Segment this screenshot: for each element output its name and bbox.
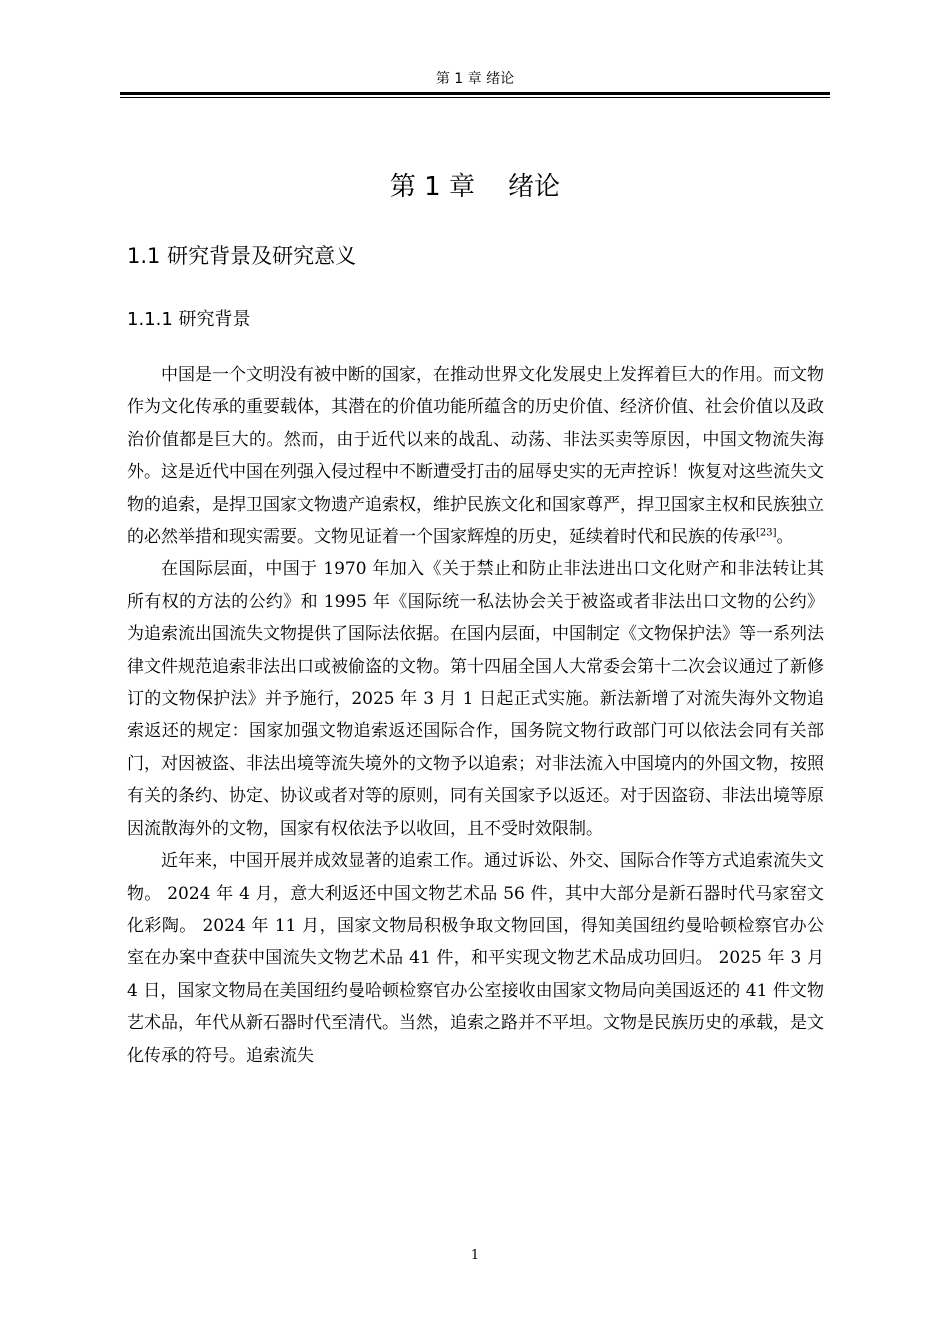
- paragraph-3: 近年来，中国开展并成效显著的追索工作。通过诉讼、外交、国际合作等方式追索流失文物。 2024 年 4 月，意大利返还中国文物艺术品 56 件，其中大部分是新石器时代马家窑文化彩陶。 2024 年 11 月，国家文物局积极争取文物回国，得知美国纽约曼哈顿检察官办公室在办案中查获中国流失文物艺术品 41 件，和平实现文物艺术品成功回归。 2025 年 3 月 4 日，国家文物局在美国纽约曼哈顿检察官办公室接收由国家文物局向美国返还的 41 件文物艺术品，年代从新石器时代至清代。当然，追索之路并不平坦。文物是民族历史的承载，是文化传承的符号。追索流失: [127, 851, 824, 1066]
- body-text: [127, 359, 824, 1072]
- page-number: 1: [470, 1248, 480, 1263]
- header-rule-thick: [120, 92, 830, 95]
- paragraph-1-end: 。: [776, 527, 794, 548]
- header-rule-thin: [120, 97, 830, 98]
- paragraph-1-text: 中国是一个文明没有被中断的国家，在推动世界文化发展史上发挥着巨大的作用。而文物作为文化传承的重要载体，其潜在的价值功能所蕴含的历史价值、经济价值、社会价值以及政治价值都是巨大的。然而，由于近代以来的战乱、动荡、非法买卖等原因，中国文物流失海外。这是近代中国在列强入侵过程中不断遭受打击的屈辱史实的无声控诉！恢复对这些流失文物的追索，是捍卫国家文物遗产追索权，维护民族文化和国家尊严，捍卫国家主权和民族独立的必然举措和现实需要。文物见证着一个国家辉煌的历史，延续着时代和民族的传承: [127, 365, 824, 548]
- paragraph-1: [127, 359, 824, 553]
- running-header: 第 1 章 绪论: [435, 71, 515, 87]
- section-heading: 1.1 研究背景及研究意义: [127, 244, 357, 268]
- citation-marker: [23]: [756, 527, 777, 539]
- chapter-title: 第 1 章 绪论: [389, 172, 561, 202]
- paragraph-2: 在国际层面，中国于 1970 年加入《关于禁止和防止非法进出口文化财产和非法转让其所有权的方法的公约》和 1995 年《国际统一私法协会关于被盗或者非法出口文物的公约》为追索流出国流失文物提供了国际法依据。在国内层面，中国制定《文物保护法》等一系列法律文件规范追索非法出口或被偷盗的文物。第十四届全国人大常委会第十二次会议通过了新修订的文物保护法》并予施行，2025 年 3 月 1 日起正式实施。新法新增了对流失海外文物追索返还的规定：国家加强文物追索返还国际合作，国务院文物行政部门可以依法会同有关部门，对因被盗、非法出境等流失境外的文物予以追索；对非法流入中国境内的外国文物，按照有关的条约、协定、协议或者对等的原则，同有关国家予以返还。对于因盗窃、非法出境等原因流散海外的文物，国家有权依法予以收回，且不受时效限制。: [127, 559, 824, 839]
- subsection-heading: 1.1.1 研究背景: [127, 309, 251, 330]
